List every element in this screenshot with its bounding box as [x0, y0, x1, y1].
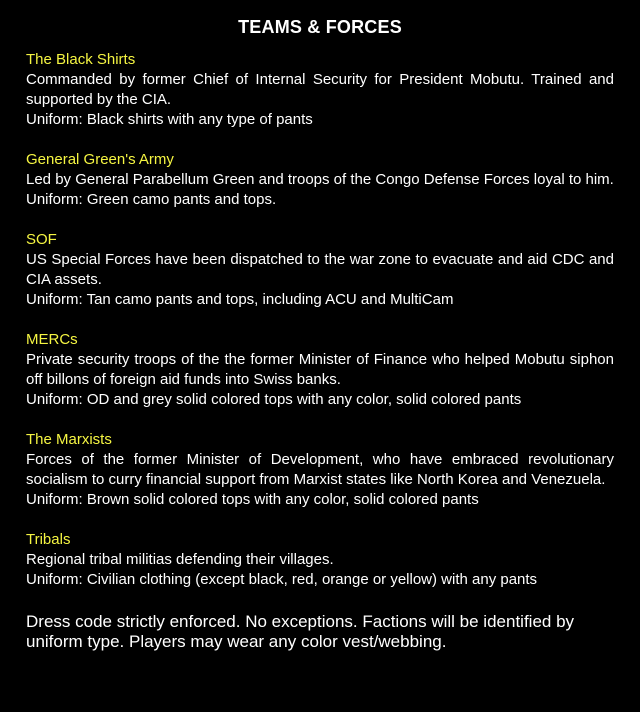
- team-uniform: Uniform: Green camo pants and tops.: [26, 191, 277, 208]
- team-section-tribals: [26, 530, 614, 590]
- team-description: Forces of the former Minister of Development, who have embraced revolutionary socialism to curry financial support from Marxist states like North Korea and Venezuela.: [26, 451, 614, 488]
- team-uniform: Uniform: Black shirts with any type of pants: [26, 111, 313, 128]
- team-name: General Green's Army: [26, 151, 174, 168]
- team-description: Private security troops of the the former Minister of Finance who helped Mobutu siphon off billons of foreign aid funds into Swiss banks.: [26, 351, 614, 388]
- team-uniform: Uniform: Civilian clothing (except black, red, orange or yellow) with any pants: [26, 571, 538, 588]
- dress-code-notice: Dress code strictly enforced. No exceptions. Factions will be identified by uniform type. Players may wear any color vest/webbing.: [26, 612, 575, 651]
- team-section-black-shirts: [26, 50, 614, 130]
- page-title: TEAMS & FORCES: [238, 17, 402, 37]
- team-section-mercs: [26, 330, 614, 410]
- team-name: Tribals: [26, 531, 71, 548]
- team-section-general-greens-army: [26, 150, 614, 210]
- team-description: Led by General Parabellum Green and troops of the Congo Defense Forces loyal to him.: [26, 171, 614, 188]
- team-uniform: Uniform: Tan camo pants and tops, including ACU and MultiCam: [26, 291, 454, 308]
- team-name: The Black Shirts: [26, 51, 136, 68]
- team-section-sof: [26, 230, 614, 310]
- team-description: US Special Forces have been dispatched to the war zone to evacuate and aid CDC and CIA assets.: [26, 251, 614, 288]
- team-name: SOF: [26, 231, 57, 248]
- team-uniform: Uniform: OD and grey solid colored tops with any color, solid colored pants: [26, 391, 522, 408]
- team-name: MERCs: [26, 331, 78, 348]
- team-uniform: Uniform: Brown solid colored tops with any color, solid colored pants: [26, 491, 479, 508]
- team-description: Commanded by former Chief of Internal Security for President Mobutu. Trained and supported by the CIA.: [26, 71, 614, 108]
- team-section-marxists: [26, 430, 614, 510]
- team-name: The Marxists: [26, 431, 112, 448]
- team-description: Regional tribal militias defending their villages.: [26, 551, 334, 568]
